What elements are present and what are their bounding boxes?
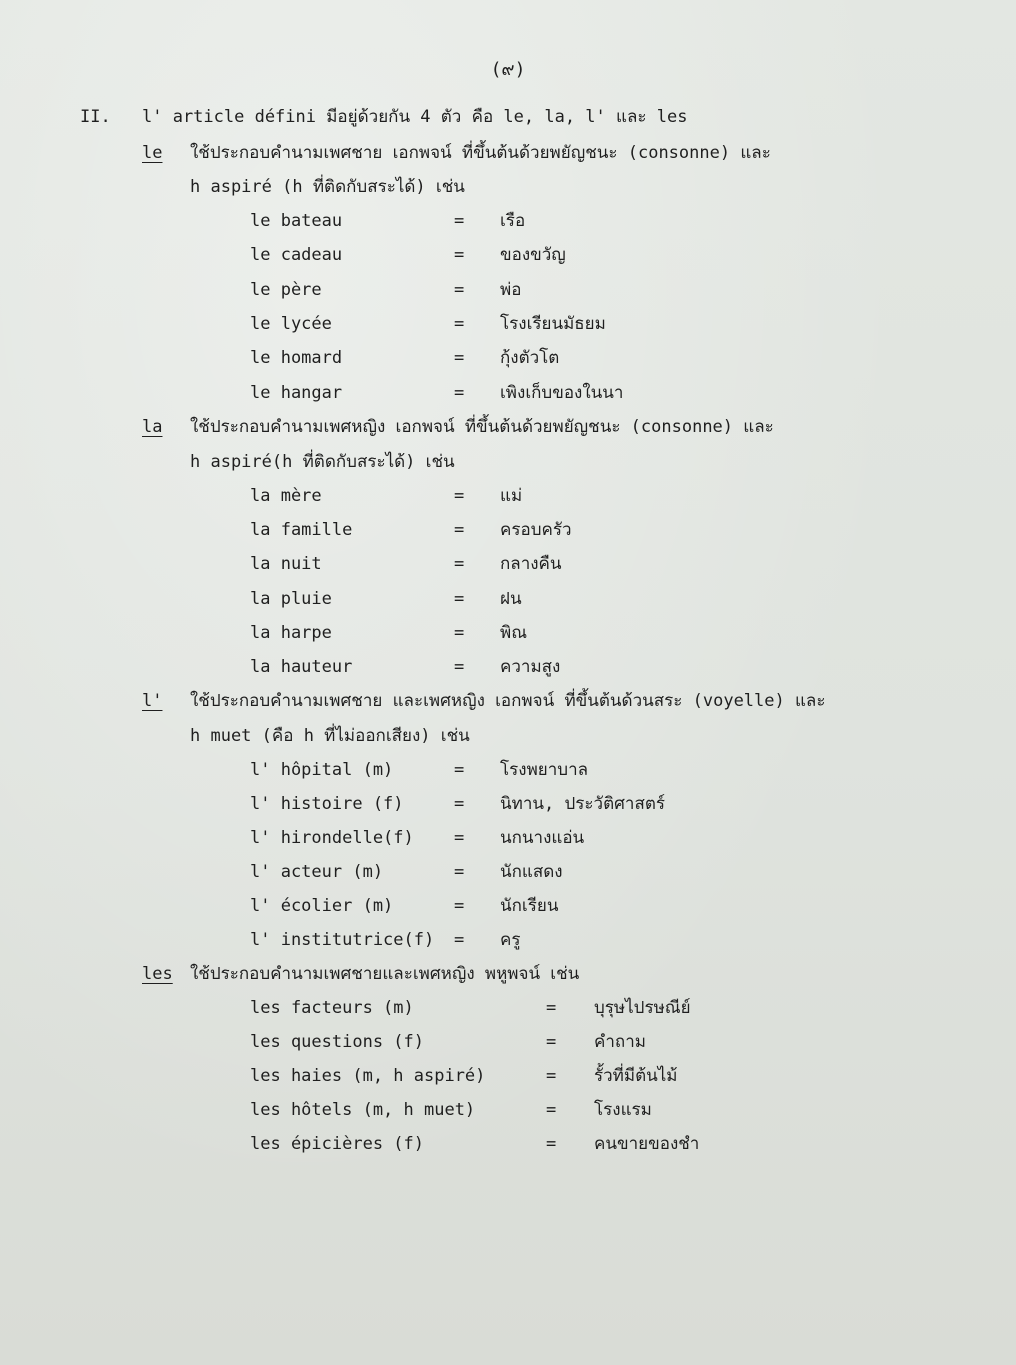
french-term: la pluie [250,589,332,609]
equals-sign: = [546,998,557,1018]
thai-translation: นักแสดง [500,862,563,882]
section-description: ใช้ประกอบคำนามเพศหญิง เอกพจน์ ที่ขึ้นต้นด้วยพยัญชนะ (consonne) และ [190,417,774,437]
french-term: les questions (f) [250,1032,424,1052]
thai-translation: ของขวัญ [500,245,566,265]
equals-sign: = [454,211,465,231]
section-description-cont: h muet (คือ h ที่ไม่ออกเสียง) เช่น [190,726,470,746]
french-term: la mère [250,486,322,506]
section-les-header [142,963,580,985]
section-le-header [142,142,771,164]
thai-translation: พ่อ [500,280,522,300]
french-term: le hangar [250,383,343,403]
french-term: les haies (m, h aspiré) [250,1066,486,1086]
equals-sign: = [454,520,465,540]
french-term: le cadeau [250,245,343,265]
french-term: la nuit [250,554,322,574]
french-term: l' institutrice(f) [250,930,435,950]
french-term: l' histoire (f) [250,794,404,814]
article-label: le [142,143,163,163]
thai-translation: กุ้งตัวโต [500,348,560,368]
section-description-cont: h aspiré(h ที่ติดกับสระได้) เช่น [190,452,455,472]
french-term: la harpe [250,623,332,643]
equals-sign: = [546,1066,557,1086]
thai-translation: คนขายของชำ [594,1134,700,1154]
equals-sign: = [454,862,465,882]
equals-sign: = [454,828,465,848]
article-label: la [142,417,163,437]
thai-translation: บุรุษไปรษณีย์ [594,998,691,1018]
french-term: la hauteur [250,657,353,677]
thai-translation: นิทาน, ประวัติศาสตร์ [500,794,665,814]
equals-sign: = [454,245,465,265]
article-label: l' [142,691,163,711]
french-term: le homard [250,348,343,368]
thai-translation: เพิงเก็บของในนา [500,383,624,403]
thai-translation: ความสูง [500,657,561,677]
thai-translation: ครอบครัว [500,520,572,540]
equals-sign: = [454,930,465,950]
french-term: l' hôpital (m) [250,760,394,780]
thai-translation: ครู [500,930,521,950]
equals-sign: = [546,1134,557,1154]
french-term: le père [250,280,322,300]
equals-sign: = [546,1100,557,1120]
thai-translation: เรือ [500,211,526,231]
french-term: les hôtels (m, h muet) [250,1100,476,1120]
article-label: les [142,964,173,984]
thai-translation: แม่ [500,486,523,506]
equals-sign: = [454,314,465,334]
equals-sign: = [454,486,465,506]
thai-translation: โรงพยาบาล [500,760,589,780]
thai-translation: โรงแรม [594,1100,652,1120]
equals-sign: = [454,554,465,574]
page-number: (๙) [490,59,526,80]
heading-text: l' article défini มีอยู่ด้วยกัน 4 ตัว คือ le, la, l' และ les [142,107,688,127]
french-term: les facteurs (m) [250,998,414,1018]
thai-translation: พิณ [500,623,527,643]
french-term: l' acteur (m) [250,862,384,882]
french-term: l' hirondelle(f) [250,828,414,848]
equals-sign: = [454,623,465,643]
french-term: le bateau [250,211,343,231]
equals-sign: = [454,760,465,780]
thai-translation: นกนางแอ่น [500,828,585,848]
thai-translation: กลางคืน [500,554,562,574]
equals-sign: = [454,896,465,916]
french-term: la famille [250,520,353,540]
thai-translation: รั้วที่มีต้นไม้ [594,1066,678,1086]
equals-sign: = [454,280,465,300]
equals-sign: = [546,1032,557,1052]
thai-translation: ฝน [500,589,522,609]
equals-sign: = [454,657,465,677]
thai-translation: คำถาม [594,1032,646,1052]
equals-sign: = [454,794,465,814]
section-description: ใช้ประกอบคำนามเพศชายและเพศหญิง พหูพจน์ เช่น [190,964,580,984]
equals-sign: = [454,348,465,368]
section-l-header [142,690,826,712]
section-description: ใช้ประกอบคำนามเพศชาย และเพศหญิง เอกพจน์ ที่ขึ้นต้นด้วนสระ (voyelle) และ [190,691,826,711]
equals-sign: = [454,383,465,403]
french-term: les épicières (f) [250,1134,424,1154]
section-description-cont: h aspiré (h ที่ติดกับสระได้) เช่น [190,177,465,197]
french-term: le lycée [250,314,332,334]
heading [80,106,688,128]
thai-translation: โรงเรียนมัธยม [500,314,606,334]
section-description: ใช้ประกอบคำนามเพศชาย เอกพจน์ ที่ขึ้นต้นด้วยพยัญชนะ (consonne) และ [190,143,771,163]
heading-numeral: II. [80,107,111,127]
thai-translation: นักเรียน [500,896,559,916]
french-term: l' écolier (m) [250,896,394,916]
equals-sign: = [454,589,465,609]
section-la-header [142,416,774,438]
